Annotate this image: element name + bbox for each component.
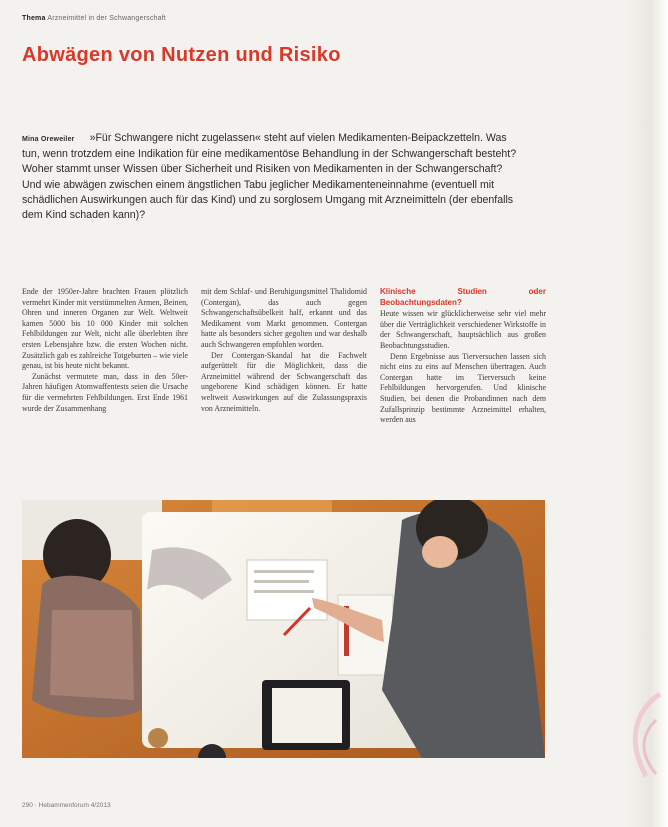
running-head-topic: Arzneimittel in der Schwangerschaft [47, 15, 166, 22]
running-head-section: Thema [22, 15, 46, 22]
body-column-3 [380, 287, 546, 426]
issue-number: 4/2013 [90, 802, 111, 809]
author-name: Mina Oreweiler [22, 136, 75, 143]
article-title: Abwägen von Nutzen und Risiko [22, 44, 341, 66]
page-footer: 290 · Hebammenforum 4/2013 [22, 802, 111, 809]
running-head [22, 15, 166, 22]
article-lead [22, 131, 520, 223]
lead-text: »Für Schwangere nicht zugelassen« steht auf vielen Medikamenten-Beipackzetteln. Was tun, wenn trotzdem eine Indikation für eine medikamentöse Behandlung in der Schwangerschaft besteht? Woher stammt unser Wissen über Sicherheit und Risiken von Medikamenten in der Schwangerschaft? Und wie abwägen zwischen einem ängstlichen Tabu jeglicher Medikamenteneinnahme (eventuell mit schädlichen Auswirkungen auch für das Kind) und zu sorglosem Umgang mit Arzneimitteln (der ebenfalls dem Kind schaden kann)? [22, 132, 517, 222]
body-column-1 [22, 287, 188, 414]
paragraph: Denn Ergebnisse aus Tierversuchen lassen sich nicht eins zu eins auf Menschen übertragen. Auch Contergan hatte im Tierversuch keine Fehlbildungen hervorgerufen. Und klinische Studien, bei denen die Probandinnen nach dem Zufallsprinzip bestimmte Arzneimittel erhalten, werden aus [380, 351, 546, 425]
body-column-2 [201, 287, 367, 414]
page-number: 290 [22, 802, 33, 809]
publication-name: Hebammenforum [38, 802, 89, 809]
decorative-swoosh [616, 690, 662, 780]
consultation-photo-illustration [22, 500, 545, 758]
paragraph: Der Contergan-Skandal hat die Fachwelt aufgerüttelt für die Möglichkeit, dass die Arzneimittel während der Schwangerschaft das ungeborene Kind schädigen können. Er hatte weltweit Auswirkungen auf die Zulassungspraxis von Arzneimitteln. [201, 350, 367, 413]
paragraph: Ende der 1950er-Jahre brachten Frauen plötzlich vermehrt Kinder mit verstümmelten Armen, Beinen, Ohren und inneren Organen zur Welt. Weltweit kamen 5000 bis 10 000 Kinder mit solchen Fehlbildungen zur Welt, nicht alle überlebten ihre ersten Lebensjahre bzw. die ersten Wochen nicht. Zusätzlich gab es zahlreiche Totgeburten – wie viele genau, ist bis heute nicht bekannt. [22, 287, 188, 371]
consultation-photo [22, 500, 545, 758]
paragraph: mit dem Schlaf- und Beruhigungsmittel Thalidomid (Contergan), das auch gegen Schwangerschaftsübelkeit half, erkannt und das Medikament vom Markt genommen. Contergan hatte als besonders sicher gegolten und war deshalb auch Schwangeren empfohlen worden. [201, 287, 367, 349]
section-subhead: Klinische Studien oder Beobachtungsdaten? [380, 287, 546, 307]
paragraph: Heute wissen wir glücklicherweise sehr viel mehr über die Verträglichkeit verschiedener Wirkstoffe in der Schwangerschaft, hauptsächlich aus großen Beobachtungsstudien. [380, 309, 546, 350]
paragraph: Zunächst vermutete man, dass in den 50er-Jahren häufigen Atomwaffentests seien die Ursache für die vermehrten Fehlbildungen. Erst Ende 1961 wurde der Zusammenhang [22, 371, 188, 413]
